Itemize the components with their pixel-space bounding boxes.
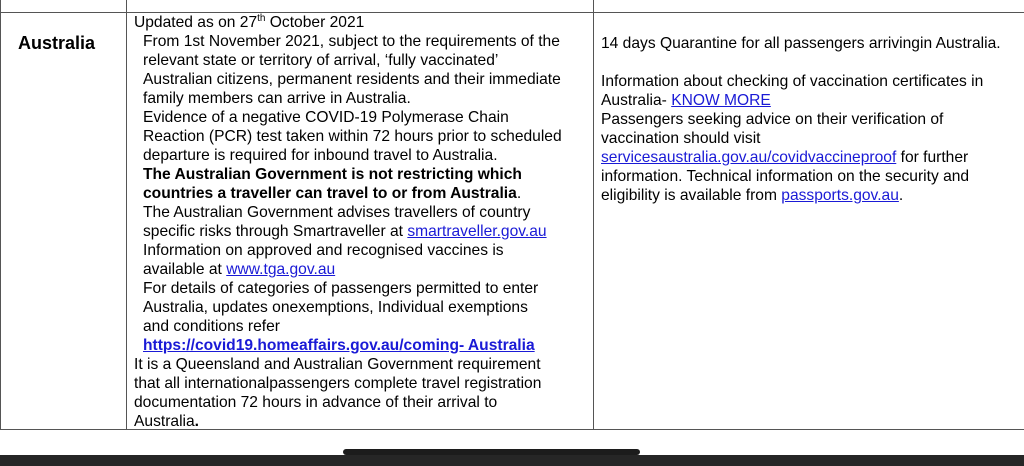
detail-line: Australia. [134,413,200,430]
quarantine-line: Passengers seeking advice on their verification of [601,111,944,128]
updated-date: Updated as on 27th October 2021 [134,12,365,31]
bottom-bar [0,455,1024,466]
detail-line: Australia, updates onexemptions, Individual exemptions [143,299,528,316]
quarantine-line: Information about checking of vaccination certificates in [601,73,984,90]
detail-line: From 1st November 2021, subject to the requirements of the [143,33,560,50]
country-cell: Australia [18,33,96,53]
quarantine-line: vaccination should visit [601,130,761,147]
table-left-border [0,0,1,430]
detail-line: that all internationalpassengers complete travel registration [134,375,542,392]
column-divider-1 [126,0,127,430]
detail-line: family members can arrive in Australia. [143,90,411,107]
detail-line: Evidence of a negative COVID-19 Polymerase Chain [143,109,509,126]
quarantine-line: servicesaustralia.gov.au/covidvaccineproof for further [601,149,969,166]
detail-line: departure is required for inbound travel to Australia. [143,147,498,164]
detail-line: available at www.tga.gov.au [143,261,336,278]
column-divider-2 [593,0,594,430]
detail-line: Reaction (PCR) test taken within 72 hours prior to scheduled [143,128,562,145]
quarantine-line: information. Technical information on the security and [601,168,970,185]
detail-line: relevant state or territory of arrival, ‘fully vaccinated’ [143,52,499,69]
detail-line: specific risks through Smartraveller at smartraveller.gov.au [143,223,547,240]
passports-link[interactable]: passports.gov.au [781,187,899,204]
detail-line: and conditions refer [143,318,280,335]
detail-line [143,336,592,355]
know-more-link[interactable]: KNOW MORE [671,92,771,109]
detail-line: Information on approved and recognised vaccines is [143,242,504,259]
quarantine-line: Australia- KNOW MORE [601,92,771,109]
detail-line: The Australian Government advises travellers of country [143,204,531,221]
detail-line: documentation 72 hours in advance of their arrival to [134,394,498,411]
quarantine-line: 14 days Quarantine for all passengers arrivingin Australia. [601,35,1001,52]
quarantine-cell [601,34,1024,205]
detail-line: For details of categories of passengers permitted to enter [143,280,539,297]
bold-notice-line: countries a traveller can travel to or from Australia. [143,185,522,202]
quarantine-line: eligibility is available from passports.gov.au. [601,187,904,204]
smartraveller-link[interactable]: smartraveller.gov.au [407,223,547,240]
servicesaustralia-link[interactable]: servicesaustralia.gov.au/covidvaccineproof [601,149,897,166]
detail-line: It is a Queensland and Australian Government requirement [134,356,541,373]
bold-notice-line: The Australian Government is not restricting which [143,166,522,183]
homeaffairs-link[interactable]: https://covid19.homeaffairs.gov.au/coming- Australia [143,337,535,354]
detail-line: Australian citizens, permanent residents and their immediate [143,71,561,88]
home-indicator[interactable] [343,449,640,455]
details-cell [134,13,592,431]
tga-link[interactable]: www.tga.gov.au [226,261,336,278]
